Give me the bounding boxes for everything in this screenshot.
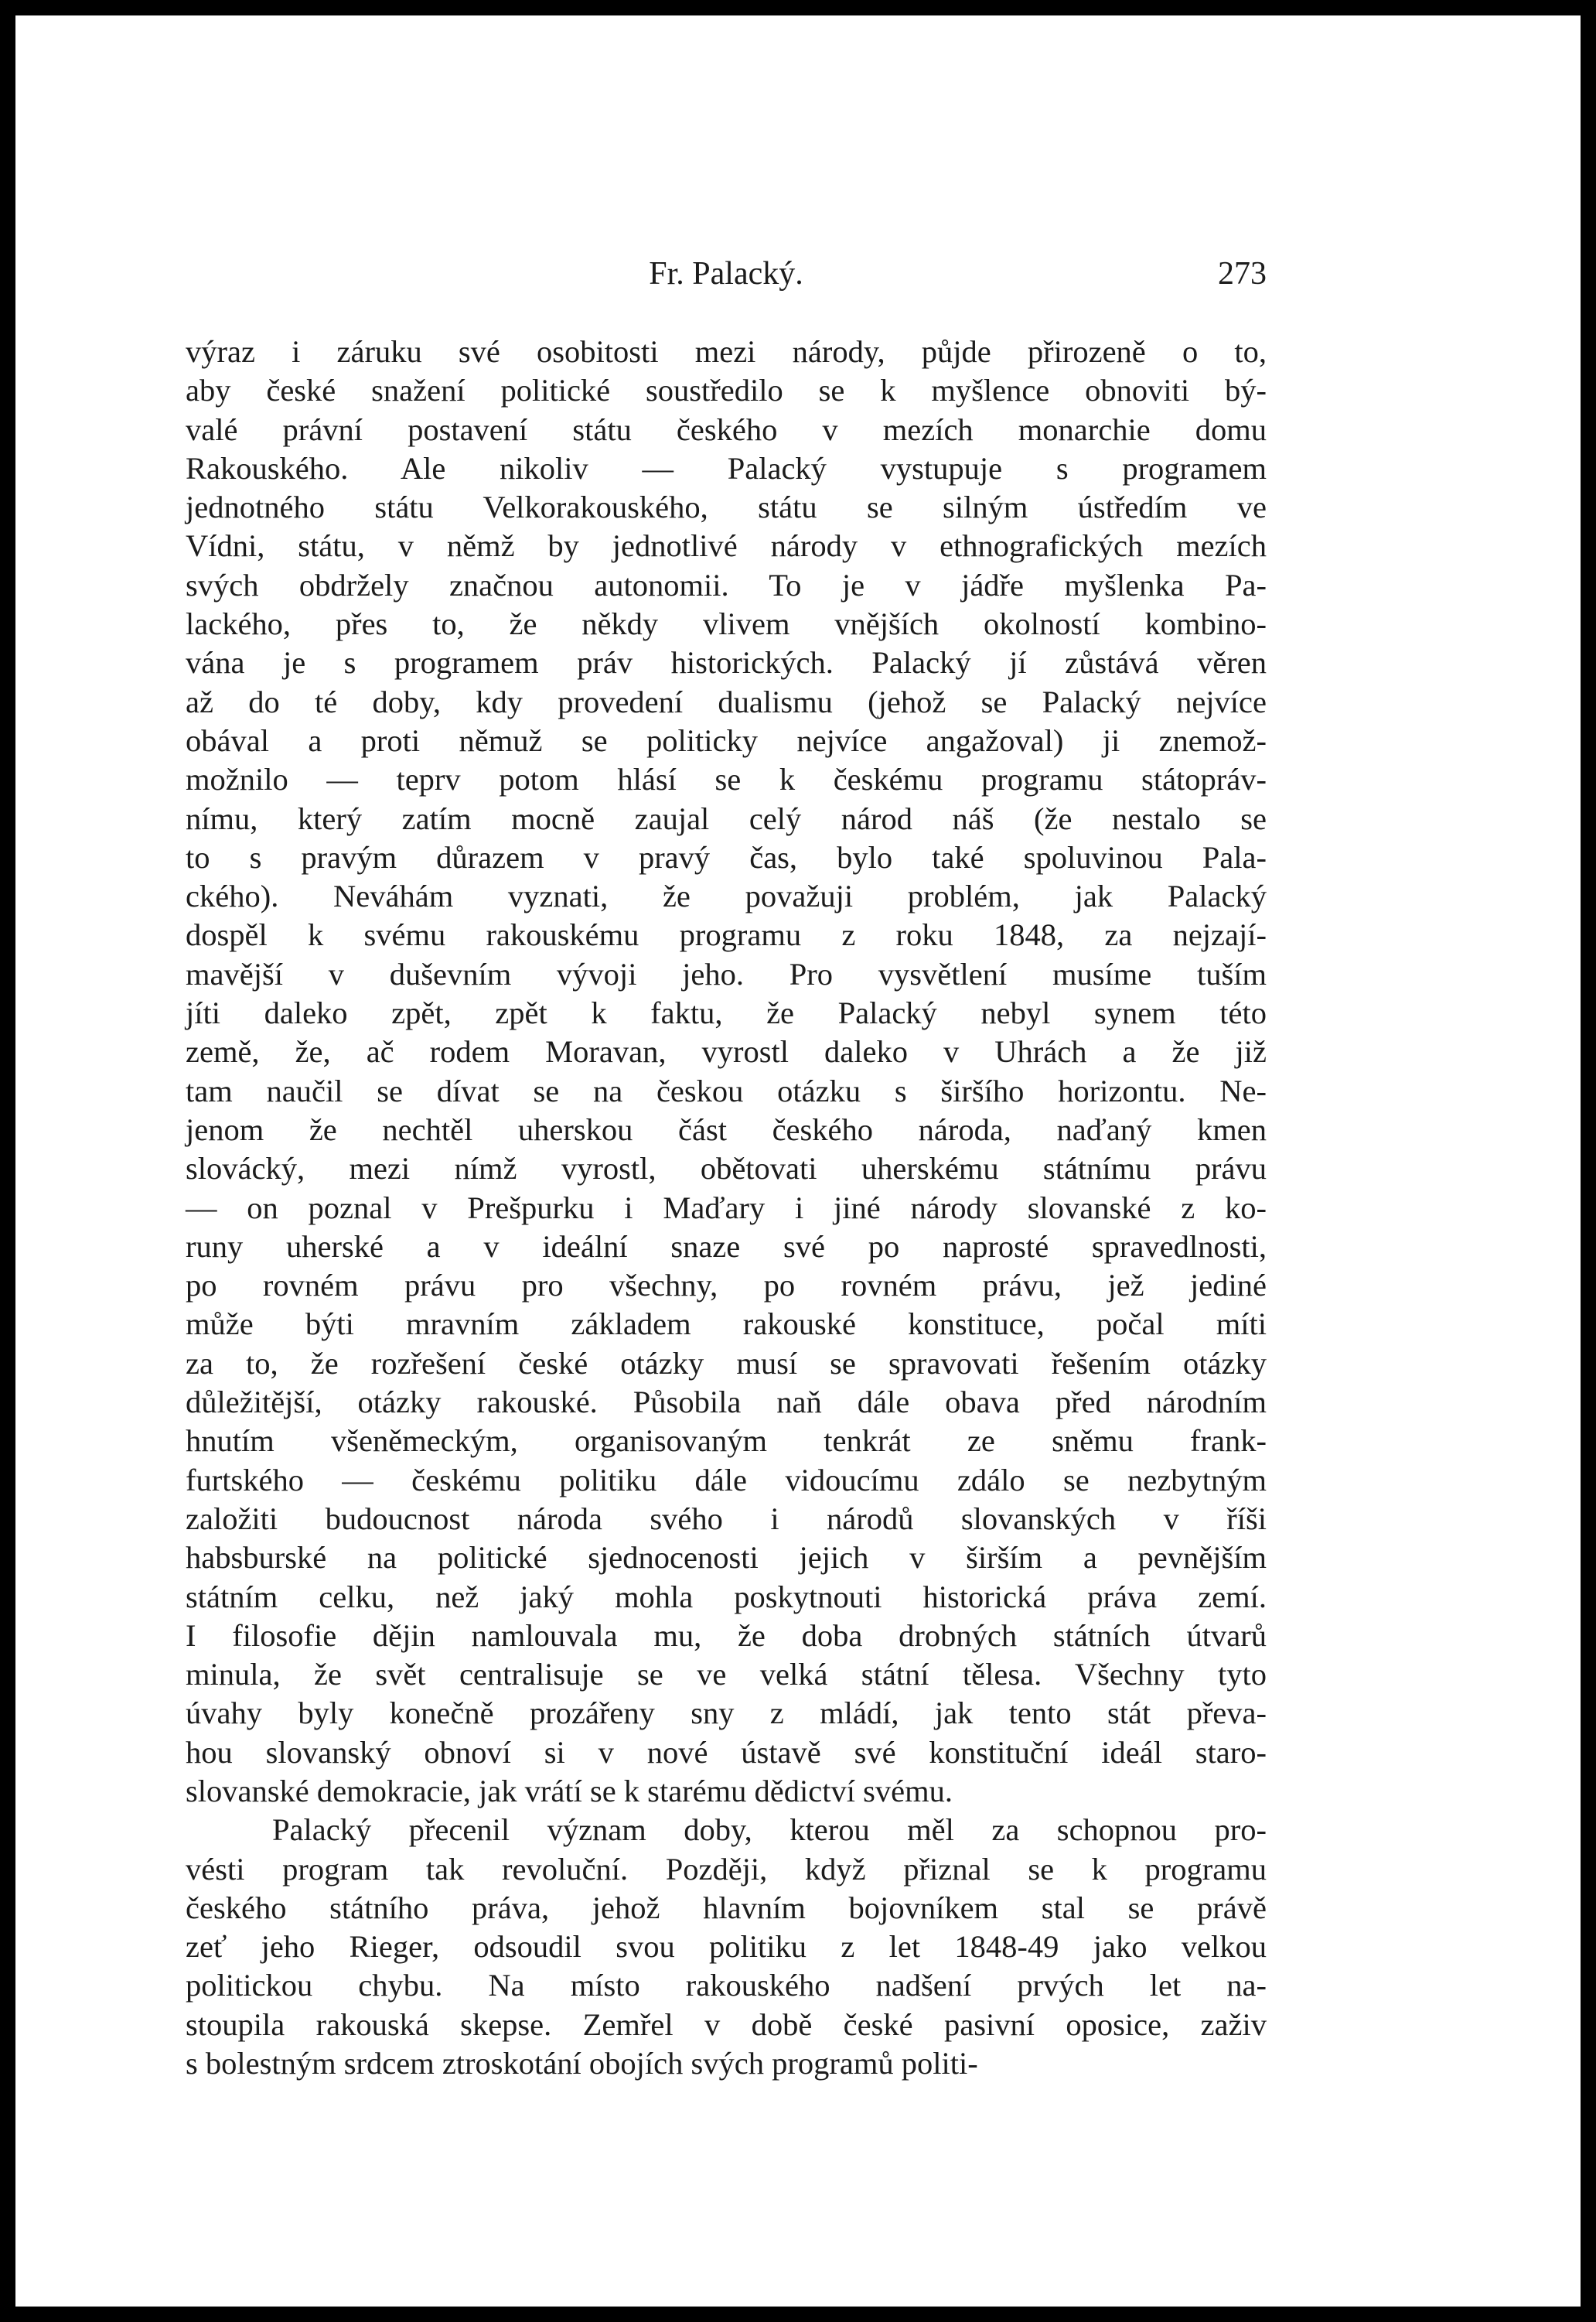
text-line: I filosofie dějin namlouvala mu, že doba drobných státních útvarů [186,1617,1267,1653]
text-line: hou slovanský obnoví si v nové ústavě své konstituční ideál staro- [186,1734,1267,1770]
text-line: mavější v duševním vývoji jeho. Pro vysvětlení musíme tuším [186,956,1267,992]
text-line: může býti mravním základem rakouské konstituce, počal míti [186,1306,1267,1342]
text-line: stoupila rakouská skepse. Zemřel v době české pasivní oposice, zaživ [186,2006,1267,2042]
text-line: nímu, který zatím mocně zaujal celý národ náš (že nestalo se [186,801,1267,836]
text-line: slovácký, mezi nímž vyrostl, obětovati uherskému státnímu právu [186,1151,1267,1187]
running-title: Fr. Palacký. [649,256,803,292]
text-line: vésti program tak revoluční. Později, když přiznal se k programu [186,1851,1267,1887]
text-line: možnilo — teprv potom hlásí se k českému programu státopráv- [186,762,1267,797]
text-line: za to, že rozřešení české otázky musí se spravovati řešením otázky [186,1345,1267,1381]
text-line: lackého, přes to, že někdy vlivem vnějších okolností kombino- [186,606,1267,642]
text-line: tam naučil se dívat se na českou otázku s širšího horizontu. Ne- [186,1073,1267,1108]
text-line: obával a proti němuž se politicky nejvíce angažoval) ji znemož- [186,722,1267,758]
text-line: vána je s programem práv historických. Palacký jí zůstává věren [186,645,1267,681]
text-line: země, že, ač rodem Moravan, vyrostl daleko v Uhrách a že již [186,1034,1267,1070]
text-line: hnutím všeněmeckým, organisovaným tenkrát ze sněmu frank- [186,1423,1267,1459]
text-line: Vídni, státu, v němž by jednotlivé národy v ethnografických mezích [186,528,1267,564]
book-page [15,15,1581,2307]
page-number: 273 [1218,256,1267,292]
text-line: výraz i záruku své osobitosti mezi národy, půjde přirozeně o to, [186,334,1267,369]
body-text [186,333,1267,2083]
text-line: politickou chybu. Na místo rakouského nadšení prvých let na- [186,1968,1267,2003]
text-line: Rakouského. Ale nikoliv — Palacký vystupuje s programem [186,450,1267,486]
text-line: Palacký přecenil význam doby, kterou měl za schopnou pro- [272,1812,1267,1848]
text-line: státním celku, než jaký mohla poskytnouti historická práva zemí. [186,1579,1267,1614]
text-line: úvahy byly konečně prozářeny sny z mládí, jak tento stát převa- [186,1695,1267,1731]
text-line: runy uherské a v ideální snaze své po naprosté spravedlnosti, [186,1228,1267,1264]
text-line: jenom že nechtěl uherskou část českého národa, naďaný kmen [186,1111,1267,1147]
text-line: až do té doby, kdy provedení dualismu (jehož se Palacký nejvíce [186,684,1267,719]
text-line: s bolestným srdcem ztroskotání obojích svých programů politi- [186,2046,978,2081]
text-line: ckého). Neváhám vyznati, že považuji problém, jak Palacký [186,879,1267,914]
text-line: po rovném právu pro všechny, po rovném právu, jež jediné [186,1268,1267,1303]
text-line: habsburské na politické sjednocenosti jejich v širším a pevnějším [186,1540,1267,1576]
page-header [186,255,1267,302]
text-line: českého státního práva, jehož hlavním bojovníkem stal se právě [186,1890,1267,1925]
text-line: jíti daleko zpět, zpět k faktu, že Palacký nebyl synem této [186,995,1267,1031]
text-line: to s pravým důrazem v pravý čas, bylo také spoluvinou Pala- [186,839,1267,875]
text-line: jednotného státu Velkorakouského, státu se silným ústředím ve [186,490,1267,525]
text-line: slovanské demokracie, jak vrátí se k starému dědictví svému. [186,1773,953,1808]
text-line: založiti budoucnost národa svého i národů slovanských v říši [186,1501,1267,1536]
text-line: valé právní postavení státu českého v mezích monarchie domu [186,411,1267,447]
text-line: zeť jeho Rieger, odsoudil svou politiku z let 1848-49 jako velkou [186,1929,1267,1965]
text-line: furtského — českému politiku dále vidoucímu zdálo se nezbytným [186,1462,1267,1497]
text-line: aby české snažení politické soustředilo se k myšlence obnoviti bý- [186,373,1267,408]
text-line: svých obdržely značnou autonomii. To je v jádře myšlenka Pa- [186,567,1267,603]
text-line: důležitější, otázky rakouské. Působila naň dále obava před národním [186,1385,1267,1420]
text-line: minula, že svět centralisuje se ve velká státní tělesa. Všechny tyto [186,1657,1267,1692]
text-line: — on poznal v Prešpurku i Maďary i jiné národy slovanské z ko- [186,1190,1267,1225]
text-line: dospěl k svému rakouskému programu z roku 1848, za nejzají- [186,917,1267,953]
